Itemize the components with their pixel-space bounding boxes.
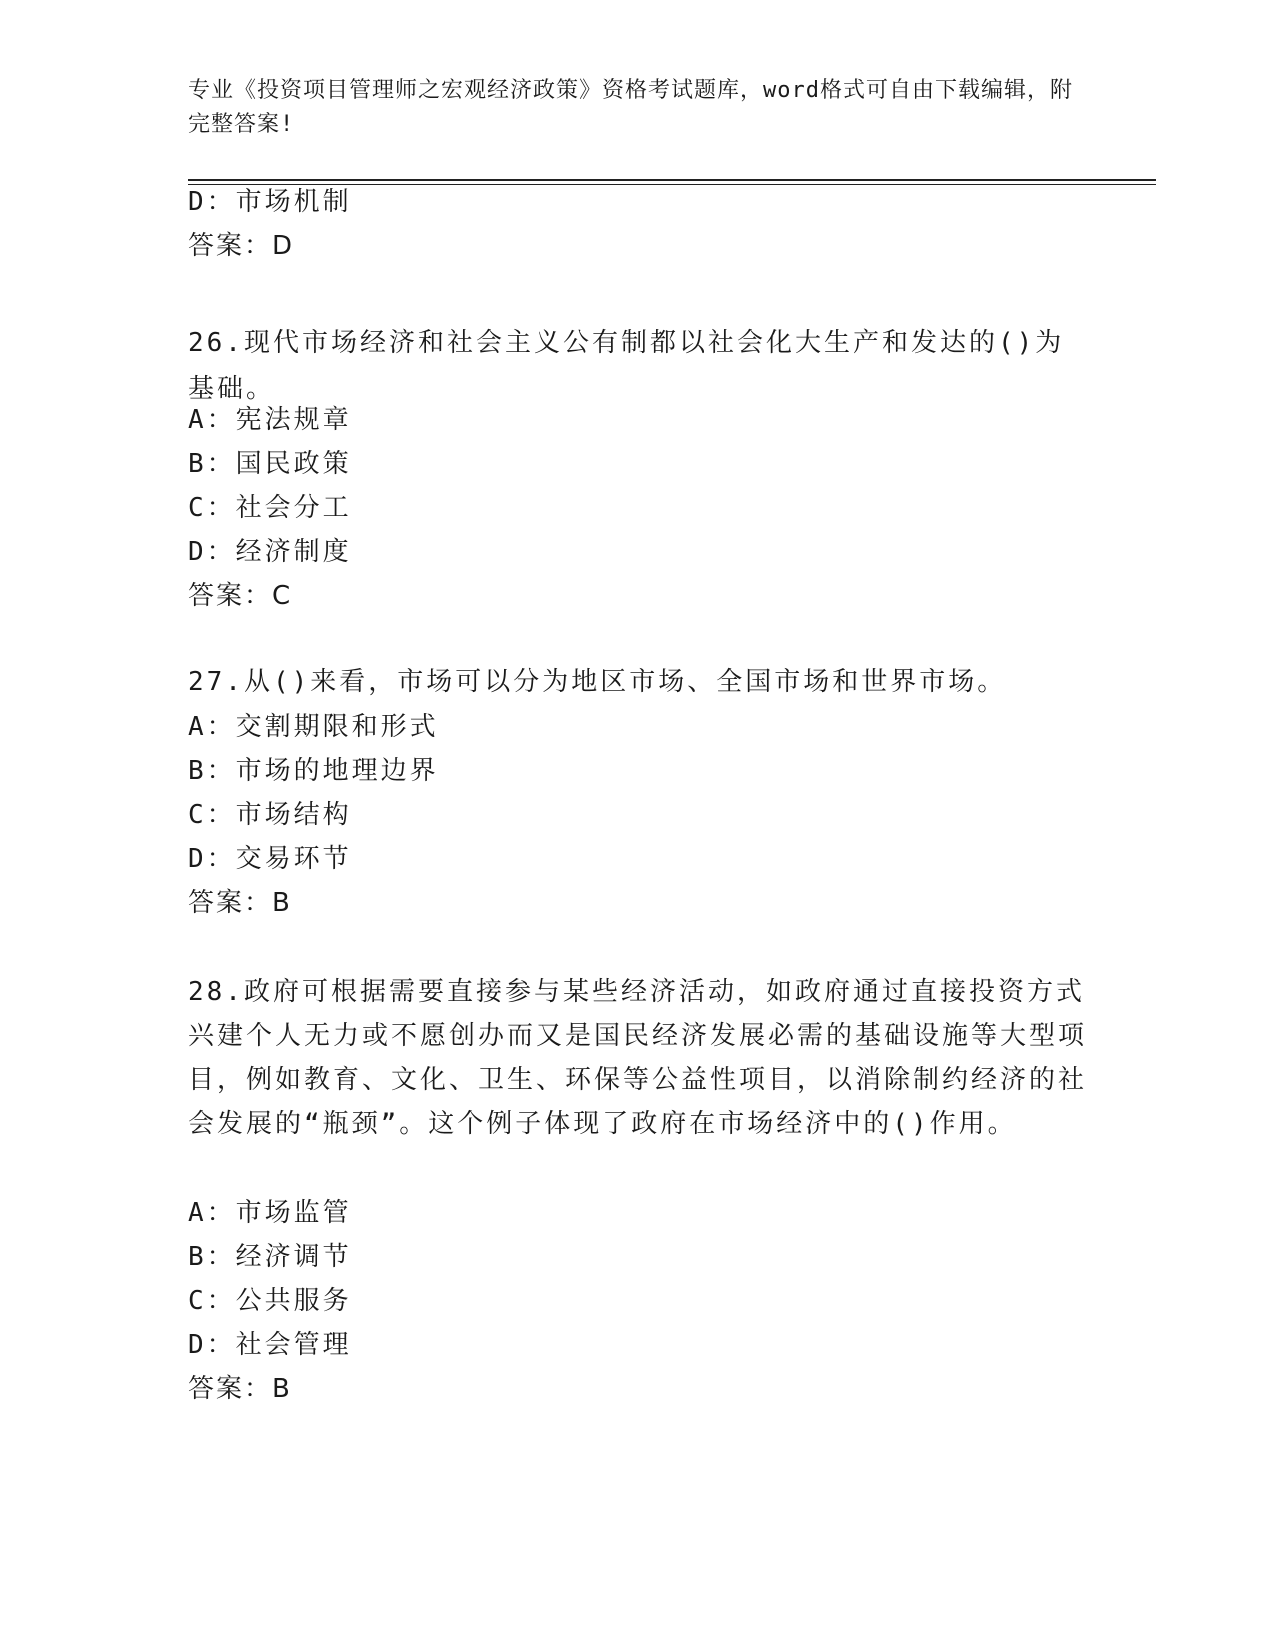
question-28-option-a: A：市场监管 [188, 1198, 352, 1228]
question-26-stem: 26.现代市场经济和社会主义公有制都以社会化大生产和发达的()为基础。 [188, 328, 1065, 404]
question-28-answer: 答案：B [188, 1374, 292, 1404]
question-28-option-c: C：公共服务 [188, 1286, 352, 1316]
answer: 答案：D [188, 231, 295, 261]
document-header: 专业《投资项目管理师之宏观经济政策》资格考试题库，word格式可自由下载编辑，附完整答案! [188, 78, 1073, 137]
question-28-option-d: D：社会管理 [188, 1330, 352, 1360]
question-26-option-a: A：宪法规章 [188, 405, 352, 435]
question-27-option-c: C：市场结构 [188, 800, 352, 830]
question-27-option-b: B：市场的地理边界 [188, 756, 439, 786]
question-26-option-d: D：经济制度 [188, 537, 352, 567]
option-d: D：市场机制 [188, 187, 352, 217]
question-28-option-b: B：经济调节 [188, 1242, 352, 1272]
question-27-stem: 27.从()来看，市场可以分为地区市场、全国市场和世界市场。 [188, 667, 1007, 697]
question-28-stem: 28.政府可根据需要直接参与某些经济活动，如政府通过直接投资方式兴建个人无力或不愿创办而又是国民经济发展必需的基础设施等大型项目，例如教育、文化、卫生、环保等公益性项目，以消除制约经济的社会发展的“瓶颈”。这个例子体现了政府在市场经济中的()作用。 [188, 977, 1088, 1139]
question-27-option-a: A：交割期限和形式 [188, 712, 439, 742]
question-26-option-b: B：国民政策 [188, 449, 352, 479]
question-26-answer: 答案：C [188, 581, 293, 611]
question-26-option-c: C：社会分工 [188, 493, 352, 523]
question-27-answer: 答案：B [188, 888, 292, 918]
question-27-option-d: D：交易环节 [188, 844, 352, 874]
